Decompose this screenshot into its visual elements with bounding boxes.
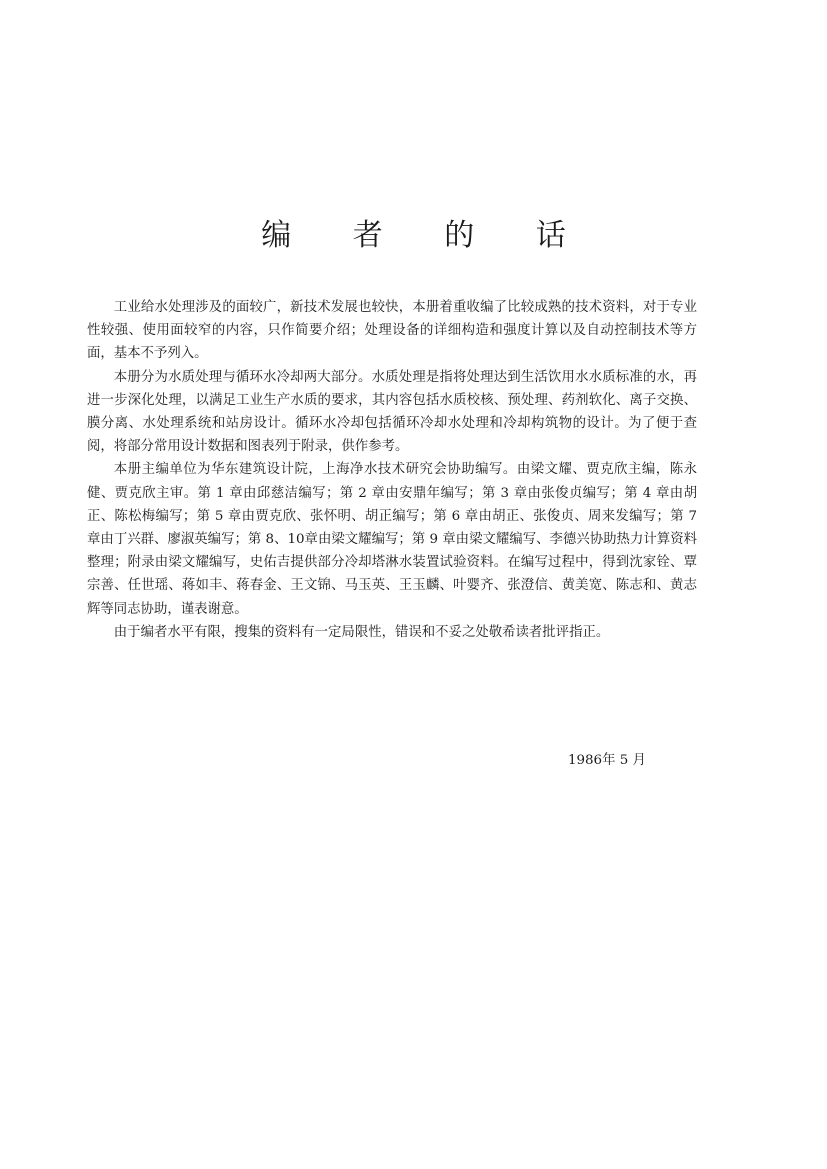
paragraph-1: 工业给水处理涉及的面较广，新技术发展也较快，本册着重收编了比较成熟的技术资料，对于专业性较强、使用面较窄的内容，只作简要介绍；处理设备的详细构造和强度计算以及自动控制技术等方面，基本不予列入。 (87, 300, 697, 362)
date-line: 1986年 5 月 (568, 753, 646, 768)
paragraph-4: 由于编者水平有限，搜集的资料有一定局限性，错误和不妥之处敬希读者批评指正。 (113, 624, 610, 640)
paragraph-3: 本册主编单位为华东建筑设计院，上海净水技术研究会协助编写。由梁文耀、贾克欣主编，陈永健、贾克欣主审。第 1 章由邱慈洁编写；第 2 章由安鼎年编写；第 3 章由张俊贞编写；第 4 章由胡正、陈松梅编写；第 5 章由贾克欣、张怀明、胡正编写；第 6 章由胡正、张俊贞、周来发编写；第 7 章由丁兴群、廖淑英编写；第 8、10章由梁文耀编写；第 9 章由梁文耀编写、李德兴协助热力计算资料整理；附录由梁文耀编写，史佑吉提供部分冷却塔淋水装置试验资料。在编写过程中，得到沈家铨、覃宗善、任世瑶、蒋如丰、蒋春金、王文锦、马玉英、王玉麟、叶婴齐、张澄信、黄美宽、陈志和、黄志辉等同志协助，谨表谢意。 (87, 462, 697, 617)
page-title: 编 者 的 话 (261, 218, 592, 253)
paragraph-2: 本册分为水质处理与循环水冷却两大部分。水质处理是指将处理达到生活饮用水水质标准的水，再进一步深化处理，以满足工业生产水质的要求，其内容包括水质校核、预处理、药剂软化、离子交换、膜分离、水处理系统和站房设计。循环水冷却包括循环冷却水处理和冷却构筑物的设计。为了便于查阅，将部分常用设计数据和图表列于附录，供作参考。 (87, 369, 697, 455)
preface-body (87, 296, 697, 644)
